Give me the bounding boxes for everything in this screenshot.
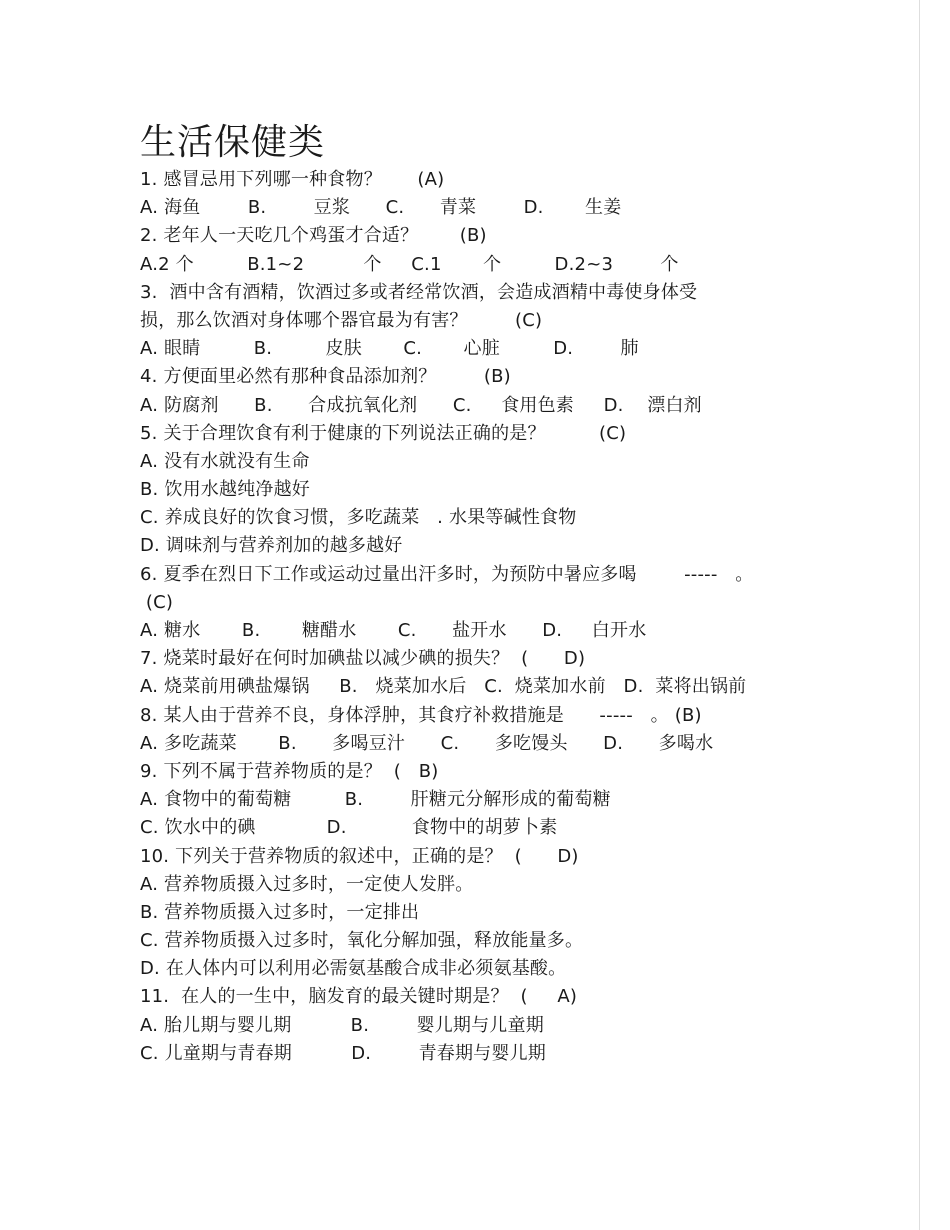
text-line: D. 在人体内可以利用必需氨基酸合成非必须氨基酸。 bbox=[140, 958, 567, 980]
text-line: A. 防腐剂 B. 合成抗氧化剂 C. 食用色素 D. 漂白剂 bbox=[140, 394, 702, 416]
text-line: A. 糖水 B. 糖醋水 C. 盐开水 D. 白开水 bbox=[140, 620, 647, 641]
text-line: 损，那么饮酒对身体哪个器官最为有害？ (C) bbox=[140, 309, 543, 331]
text-line: 11. 在人的一生中，脑发育的最关键时期是？ ( A) bbox=[140, 986, 578, 1008]
text-line: 9. 下列不属于营养物质的是？ ( B) bbox=[140, 760, 439, 782]
text-line: 1. 感冒忌用下列哪一种食物？ (A) bbox=[140, 169, 445, 190]
text-line: C. 营养物质摄入过多时，氧化分解加强，释放能量多。 bbox=[140, 930, 584, 952]
text-line: 6. 夏季在烈日下工作或运动过量出汗多时，为预防中暑应多喝 ----- 。 bbox=[140, 563, 754, 585]
text-line: B. 饮用水越纯净越好 bbox=[140, 479, 310, 501]
text-line: A. 胎儿期与婴儿期 B. 婴儿期与儿童期 bbox=[140, 1014, 544, 1036]
text-line: B. 营养物质摄入过多时，一定排出 bbox=[140, 901, 420, 923]
text-line: D. 调味剂与营养剂加的越多越好 bbox=[140, 535, 403, 557]
text-line: 8. 某人由于营养不良，身体浮肿，其食疗补救措施是 ----- 。 (B) bbox=[140, 704, 702, 726]
text-line: A.2 个 B.1~2 个 C.1 个 D.2~3 个 bbox=[140, 253, 679, 275]
text-line: A. 食物中的葡萄糖 B. 肝糖元分解形成的葡萄糖 bbox=[140, 789, 611, 811]
text-line: 4. 方便面里必然有那种食品添加剂？ (B) bbox=[140, 366, 511, 388]
text-line: A. 海鱼 B. 豆浆 C. 青菜 D. 生姜 bbox=[140, 197, 622, 219]
text-line: A. 没有水就没有生命 bbox=[140, 450, 310, 472]
document-body bbox=[140, 166, 820, 1068]
text-line: A. 多吃蔬菜 B. 多喝豆汁 C. 多吃馒头 D. 多喝水 bbox=[140, 732, 714, 754]
text-line: (C) bbox=[140, 591, 174, 613]
text-line: A. 烧菜前用碘盐爆锅 B. 烧菜加水后 C. 烧菜加水前 D. 菜将出锅前 bbox=[140, 676, 747, 698]
text-line: 10. 下列关于营养物质的叙述中，正确的是？ ( D) bbox=[140, 845, 579, 867]
text-line: 2. 老年人一天吃几个鸡蛋才合适？ (B) bbox=[140, 225, 487, 247]
document-title: 生活保健类 bbox=[140, 122, 326, 163]
text-line: 7. 烧菜时最好在何时加碘盐以减少碘的损失？ ( D) bbox=[140, 648, 586, 670]
text-line: 5. 关于合理饮食有利于健康的下列说法正确的是？ (C) bbox=[140, 422, 627, 444]
text-line: 3. 酒中含有酒精，饮酒过多或者经常饮酒，会造成酒精中毒使身体受 bbox=[140, 281, 698, 303]
page-edge-rule bbox=[919, 0, 920, 1230]
text-line: C. 养成良好的饮食习惯，多吃蔬菜 . 水果等碱性食物 bbox=[140, 507, 577, 529]
text-line: C. 儿童期与青春期 D. 青春期与婴儿期 bbox=[140, 1042, 546, 1064]
text-line: A. 眼睛 B. 皮肤 C. 心脏 D. 肺 bbox=[140, 338, 639, 360]
text-line: A. 营养物质摄入过多时，一定使人发胖。 bbox=[140, 873, 474, 895]
document-page bbox=[140, 122, 820, 1068]
text-line: C. 饮水中的碘 D. 食物中的胡萝卜素 bbox=[140, 817, 558, 839]
